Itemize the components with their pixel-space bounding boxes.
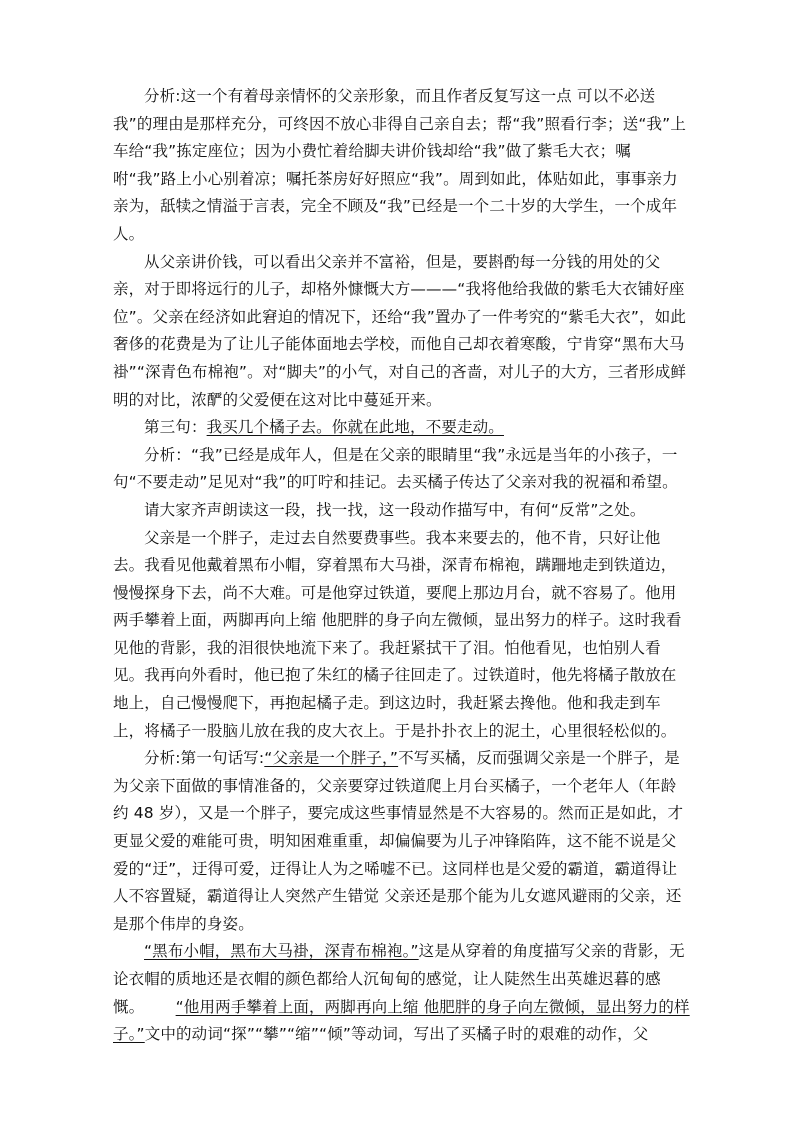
- analysis-paragraph-5: [113, 938, 690, 1048]
- clothing-analysis: 这是从穿着的角度描写父亲的背影，无论衣帽的质地还是衣帽的颜色都给人沉甸甸的感觉，让人陡然生出英雄迟暮的感慨。: [113, 942, 685, 1016]
- third-sentence-quote: 我买几个橘子去。你就在此地，不要走动。: [206, 418, 504, 437]
- third-sentence-line: [113, 414, 690, 442]
- reading-prompt: 请大家齐声朗读这一段，找一找，这一段动作描写中，有何“反常”之处。: [144, 500, 646, 519]
- excerpt-paragraph: 父亲是一个胖子，走过去自然要费事些。我本来要去的，他不肯，只好让他去。我看见他戴着黑布小帽，穿着黑布大马褂，深青布棉袍，蹒跚地走到铁道边，慢慢探身下去，尚不大难。可是他穿过铁道，要爬上那边月台，就不容易了。他用两手攀着上面，两脚再向上缩 他肥胖的身子向左微倾，显出努力的样子。这时我看见他的背影，我的泪很快地流下来了。我赶紧拭干了泪。怕他看见，也怕别人看见。我再向外看时，他已抱了朱红的橘子往回走了。过铁道时，他先将橘子散放在地上，自己慢慢爬下，再抱起橘子走。到这边时，我赶紧去搀他。他和我走到车上，将橘子一股脑儿放在我的皮大衣上。于是扑扑衣上的泥土，心里很轻松似的。: [113, 528, 682, 740]
- spacer: [144, 998, 175, 1016]
- quote-climbing: “他用两手攀着上面，两脚再向上缩 他肥胖的身子向左微倾，显出努力的样子。”: [113, 997, 690, 1044]
- analysis-paragraph-3: 分析：“我”已经是成年人，但是在父亲的眼睛里“我”永远是当年的小孩子，一句“不要走动”足见对“我”的叮咛和挂记。去买橘子传达了父亲对我的祝福和希望。: [113, 445, 678, 492]
- quote-clothing: “黑布小帽，黑布大马褂，深青布棉袍。”: [144, 942, 419, 961]
- verb-analysis: 文中的动词“探”“攀”“缩”“倾”等动词，写出了买橘子时的艰难的动作，父: [144, 1025, 649, 1044]
- analysis-paragraph-1: 分析:这一个有着母亲情怀的父亲形象，而且作者反复写这一点 可以不必送我”的理由是那样充分，可终因不放心非得自己亲自去；帮“我”照看行李；送“我”上车给“我”拣定座位；因为小费忙着给脚夫讲价钱却给“我”做了紫毛大衣；嘱咐“我”路上小心别着凉；嘱托茶房好好照应“我”。周到如此，体贴如此，事事亲力亲为，舐犊之情溢于言表，完全不顾及“我”已经是一个二十岁的大学生，一个成年人。: [113, 87, 687, 243]
- analysis-paragraph-2: 从父亲讲价钱，可以看出父亲并不富裕，但是，要斟酌每一分钱的用处的父亲，对于即将远行的儿子，却格外慷慨大方———“我将他给我做的紫毛大衣铺好座位”。父亲在经济如此窘迫的情况下，还给“我”置办了一件考究的“紫毛大衣”，如此奢侈的花费是为了让儿子能体面地去学校，而他自己却衣着寒酸，宁肯穿“黑布大马褂”“深青色布棉袍”。对“脚夫”的小气，对自己的吝啬，对儿子的大方，三者形成鲜明的对比，浓酽的父爱便在这对比中蔓延开来。: [113, 252, 687, 409]
- analysis-body: 不写买橘，反而强调父亲是一个胖子，是为父亲下面做的事情准备的，父亲要穿过铁道爬上月台买橘子，一个老年人（年龄约 48 岁），又是一个胖子，要完成这些事情显然是不大容易的。然而正是如此，才更显父爱的难能可贵，明知困难重重，却偏偏要为儿子冲锋陷阵，这不能不说是父爱的“迂”，迂得可爱，迂得让人为之唏嘘不已。这同样也是父爱的霸道，霸道得让人不容置疑，霸道得让人突然产生错觉 父亲还是那个能为儿女遮风避雨的父亲，还是那个伟岸的身姿。: [113, 749, 684, 933]
- analysis-intro: 分析:第一句话写:: [144, 749, 265, 768]
- third-sentence-label: 第三句：: [144, 418, 207, 437]
- quote-fat-father: “父亲是一个胖子，”: [264, 749, 399, 768]
- analysis-paragraph-4: [113, 745, 690, 938]
